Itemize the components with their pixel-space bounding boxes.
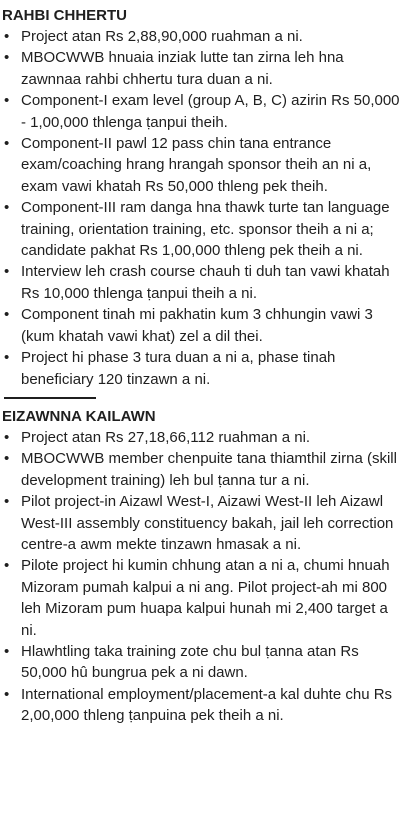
list-item: • Project atan Rs 27,18,66,112 ruahman a ni. bbox=[2, 427, 405, 448]
list-item: • Component tinah mi pakhatin kum 3 chhungin vawi 3 (kum khatah vawi khat) zel a dil thei. bbox=[2, 304, 405, 347]
list-item: • Pilot project-in Aizawl West-I, Aizawi West-II leh Aizawl West-III assembly constituency bakah, jail leh correction centre-a awm mekte tinzawn hmasak a ni. bbox=[2, 491, 405, 555]
section-heading-rahbi-chhertu: RAHBI CHHERTU bbox=[2, 7, 127, 24]
list-item: • Hlawhtling taka training zote chu bul ṭanna atan Rs 50,000 hû bungrua pek a ni dawn. bbox=[2, 641, 405, 684]
list-item: • MBOCWWB member chenpuite tana thiamthil zirna (skill development training) leh bul ṭanna tur a ni. bbox=[2, 448, 405, 491]
section-eizawnna-kailawn bbox=[2, 407, 405, 727]
list-item: • Component-I exam level (group A, B, C) azirin Rs 50,000 - 1,00,000 thlenga ṭanpui theih. bbox=[2, 90, 405, 133]
rahbi-chhertu-list bbox=[2, 26, 405, 390]
list-item: • Component-II pawl 12 pass chin tana entrance exam/coaching hrang hrangah sponsor theih an ni a, exam vawi khatah Rs 50,000 thleng pek theih. bbox=[2, 133, 405, 197]
list-item: • International employment/placement-a kal duhte chu Rs 2,00,000 thleng ṭanpuina pek theih a ni. bbox=[2, 684, 405, 727]
list-item: • Pilote project hi kumin chhung atan a ni a, chumi hnuah Mizoram pumah kalpui a ni ang. Pilot project-ah mi 800 leh Mizoram pum huapa kalpui hunah mi 2,400 target a ni. bbox=[2, 555, 405, 641]
eizawnna-kailawn-list bbox=[2, 427, 405, 727]
list-item: • Project atan Rs 2,88,90,000 ruahman a ni. bbox=[2, 26, 405, 47]
list-item: • Component-III ram danga hna thawk turte tan language training, orientation training, etc. sponsor theih a ni a; candidate pakhat Rs 1,00,000 thleng pek theih a ni. bbox=[2, 197, 405, 261]
section-divider bbox=[4, 397, 96, 399]
section-heading-eizawnna-kailawn: EIZAWNNA KAILAWN bbox=[2, 407, 156, 425]
list-item: • Interview leh crash course chauh ti duh tan vawi khatah Rs 10,000 thlenga ṭanpui theih a ni. bbox=[2, 261, 405, 304]
list-item: • MBOCWWB hnuaia inziak lutte tan zirna leh hna zawnnaa rahbi chhertu tura duan a ni. bbox=[2, 47, 405, 90]
list-item: • Project hi phase 3 tura duan a ni a, phase tinah beneficiary 120 tinzawn a ni. bbox=[2, 347, 405, 390]
